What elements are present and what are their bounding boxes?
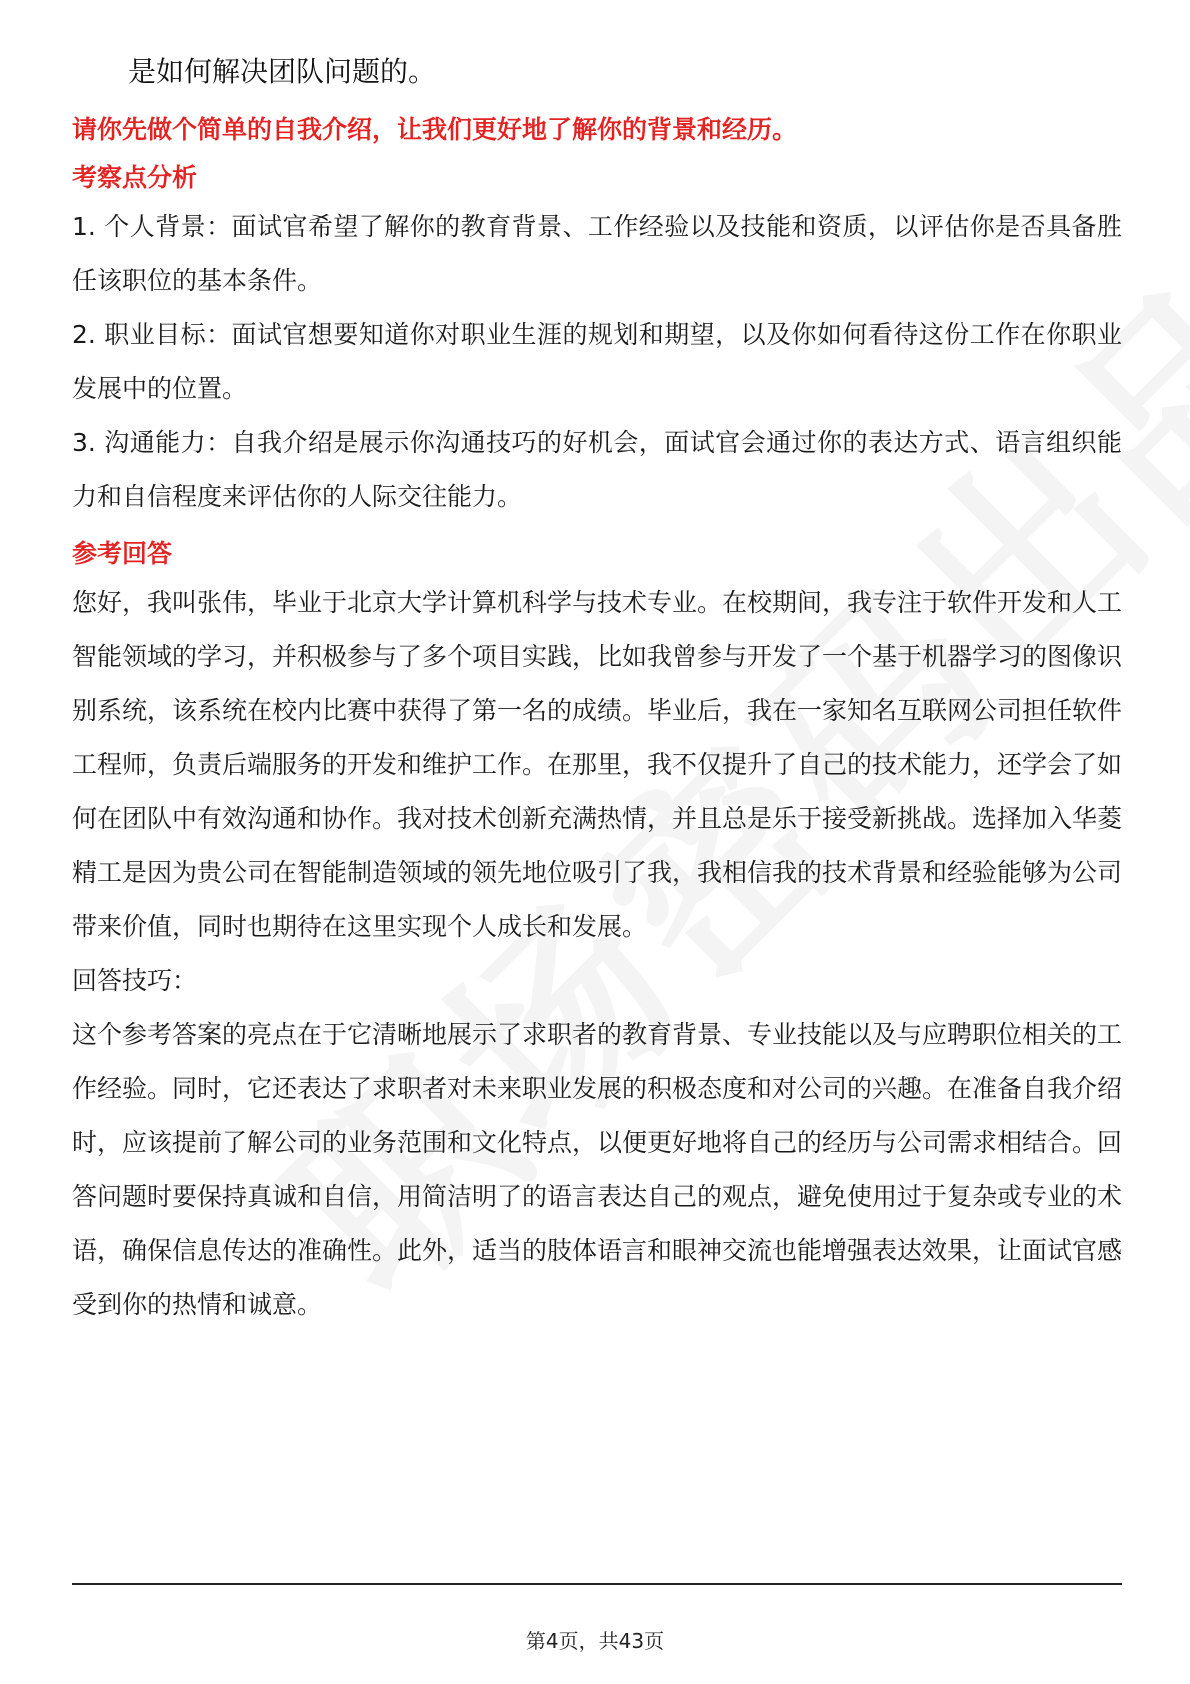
- page-content: [72, 48, 1122, 1332]
- page-number: 第4页，共43页: [525, 1629, 665, 1653]
- answer-title: 参考回答: [72, 539, 173, 568]
- interview-question: 请你先做个简单的自我介绍，让我们更好地了解你的背景和经历。: [72, 115, 798, 144]
- analysis-item: 2. 职业目标：面试官想要知道你对职业生涯的规划和期望，以及你如何看待这份工作在你职业发展中的位置。: [72, 320, 1122, 403]
- answer-section: [72, 534, 1122, 954]
- answer-body: 您好，我叫张伟，毕业于北京大学计算机科学与技术专业。在校期间，我专注于软件开发和人工智能领域的学习，并积极参与了多个项目实践，比如我曾参与开发了一个基于机器学习的图像识别系统，该系统在校内比赛中获得了第一名的成绩。毕业后，我在一家知名互联网公司担任软件工程师，负责后端服务的开发和维护工作。在那里，我不仅提升了自己的技术能力，还学会了如何在团队中有效沟通和协作。我对技术创新充满热情，并且总是乐于接受新挑战。选择加入华菱精工是因为贵公司在智能制造领域的领先地位吸引了我，我相信我的技术背景和经验能够为公司带来价值，同时也期待在这里实现个人成长和发展。: [72, 588, 1123, 941]
- analysis-title: 考察点分析: [72, 163, 198, 192]
- analysis-item: 3. 沟通能力：自我介绍是展示你沟通技巧的好机会，面试官会通过你的表达方式、语言组织能力和自信程度来评估你的人际交往能力。: [72, 428, 1122, 511]
- tips-body: 这个参考答案的亮点在于它清晰地展示了求职者的教育背景、专业技能以及与应聘职位相关的工作经验。同时，它还表达了求职者对未来职业发展的积极态度和对公司的兴趣。在准备自我介绍时，应该提前了解公司的业务范围和文化特点，以便更好地将自己的经历与公司需求相结合。回答问题时要保持真诚和自信，用简洁明了的语言表达自己的观点，避免使用过于复杂或专业的术语，确保信息传达的准确性。此外，适当的肢体语言和眼神交流也能增强表达效果，让面试官感受到你的热情和诚意。: [72, 1020, 1123, 1319]
- continued-line: 是如何解决团队问题的。: [128, 55, 437, 88]
- tips-title: 回答技巧：: [72, 966, 198, 995]
- analysis-item: 1. 个人背景：面试官希望了解你的教育背景、工作经验以及技能和资质，以评估你是否具备胜任该职位的基本条件。: [72, 212, 1122, 295]
- spacer: [72, 524, 1122, 534]
- footer-divider: [72, 1583, 1122, 1585]
- analysis-section: [72, 158, 1122, 524]
- tips-section: [72, 954, 1122, 1332]
